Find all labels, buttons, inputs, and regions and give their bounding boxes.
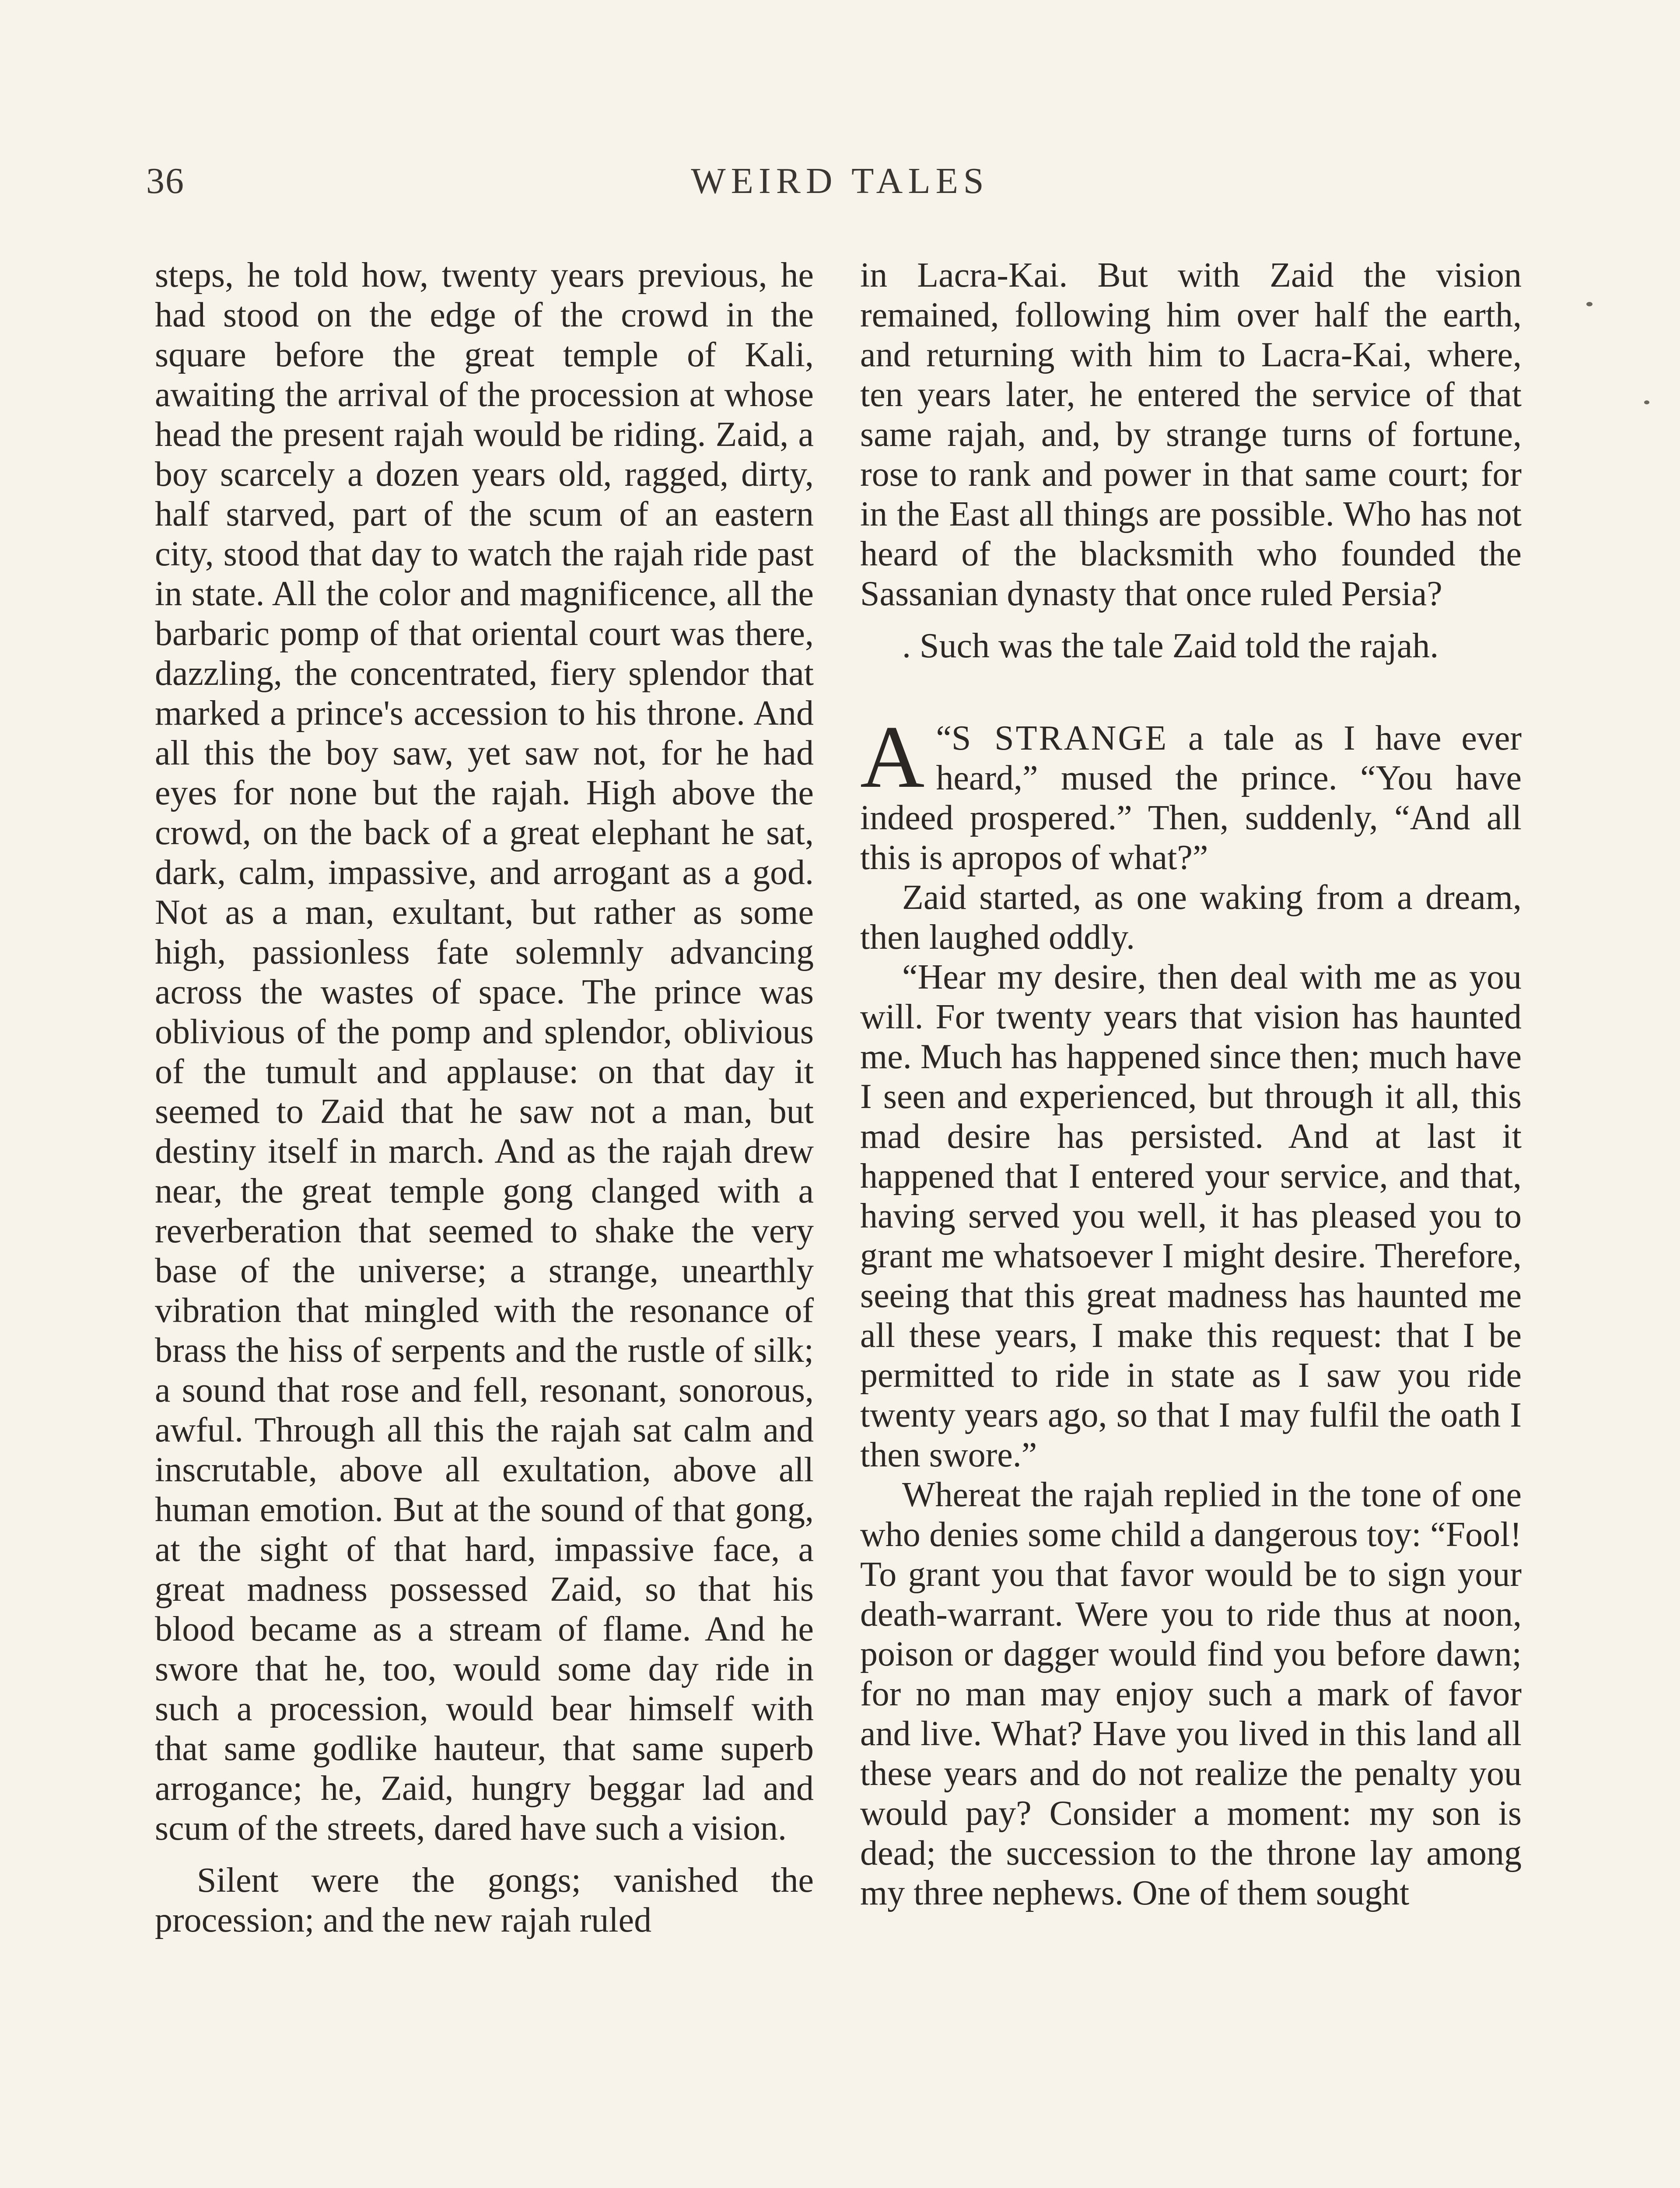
print-speck (1586, 302, 1592, 306)
right-paragraph-2: . Such was the tale Zaid told the rajah. (902, 627, 1439, 665)
drop-cap: A (860, 708, 925, 806)
left-column (155, 256, 814, 1940)
running-head: WEIRD TALES (691, 161, 989, 201)
page-number: 36 (146, 161, 185, 201)
right-paragraph-6: Whereat the rajah replied in the tone of one who denies some child a dangerous toy: “Fool! To grant you that favor would be to sign your death-warrant. Were you to ride thus at noon, poison or dagger would find you before dawn; for no man may enjoy such a mark of favor and live. What? Have you lived in this land all these years and do not realize the penalty you would pay? Consider a moment: my son is dead; the succession to the throne lay among my three nephews. One of them sought (860, 1476, 1522, 1912)
print-speck (1644, 400, 1649, 404)
left-paragraph-1: steps, he told how, twenty years previous, he had stood on the edge of the crowd in the square before the great temple of Kali, awaiting the arrival of the procession at whose head the present rajah would be riding. Zaid, a boy scarcely a dozen years old, ragged, dirty, half starved, part of the scum of an eastern city, stood that day to watch the rajah ride past in state. All the color and magnificence, all the barbaric pomp of that oriental court was there, dazzling, the concentrated, fiery splendor that marked a prince's accession to his throne. And all this the boy saw, yet saw not, for he had eyes for none but the rajah. High above the crowd, on the back of a great elephant he sat, dark, calm, impassive, and arrogant as a god. Not as a man, exultant, but rather as some high, passionless fate solemnly advancing across the wastes of space. The prince was oblivious of the pomp and splendor, oblivious of the tumult and applause: on that day it seemed to Zaid that he saw not a man, but destiny itself in march. And as the rajah drew near, the great temple gong clanged with a reverberation that seemed to shake the very base of the universe; a strange, unearthly vibration that mingled with the resonance of brass the hiss of serpents and the rustle of silk; a sound that rose and fell, resonant, sonorous, awful. Through all this the rajah sat calm and inscrutable, above all exultation, above all human emotion. But at the sound of that gong, at the sight of that hard, impassive face, a great madness possessed Zaid, so that his blood became as a stream of flame. And he swore that he, too, would some day ride in such a procession, would bear himself with that same godlike hauteur, that same superb arrogance; he, Zaid, hungry beggar lad and scum of the streets, dared have such a vision. (155, 256, 814, 1848)
right-paragraph-5: “Hear my desire, then deal with me as you will. For twenty years that vision has haunted me. Much has happened since then; much have I seen and experienced, but through it all, this mad desire has persisted. And at last it happened that I entered your service, and that, having served you well, it has pleased you to grant me whatsoever I might desire. Therefore, seeing that this great madness has haunted me all these years, I make this request: that I be permitted to ride in state as I saw you ride twenty years ago, so that I may fulfil the oath I then swore.” (860, 958, 1522, 1474)
right-paragraph-3 (860, 708, 1522, 878)
right-paragraph-1: in Lacra-Kai. But with Zaid the vision remained, following him over half the earth, and returning with him to Lacra-Kai, where, ten years later, he entered the service of that same rajah, and, by strange turns of fortune, rose to rank and power in that same court; for in the East all things are possible. Who has not heard of the blacksmith who founded the Sassanian dynasty that once ruled Persia? (860, 256, 1522, 613)
left-paragraph-2: Silent were the gongs; vanished the procession; and the new rajah ruled (155, 1861, 814, 1939)
open-quote: “ (936, 719, 952, 757)
right-column (860, 256, 1522, 1913)
opening-caps: S STRANGE (951, 719, 1169, 757)
right-paragraph-4: Zaid started, as one waking from a dream, then laughed oddly. (860, 878, 1522, 957)
right-paragraph-3-text: a tale as I have ever heard,” mused the prince. “You have indeed prospered.” Then, suddenly, “And all this is apropos of what?” (860, 719, 1522, 877)
